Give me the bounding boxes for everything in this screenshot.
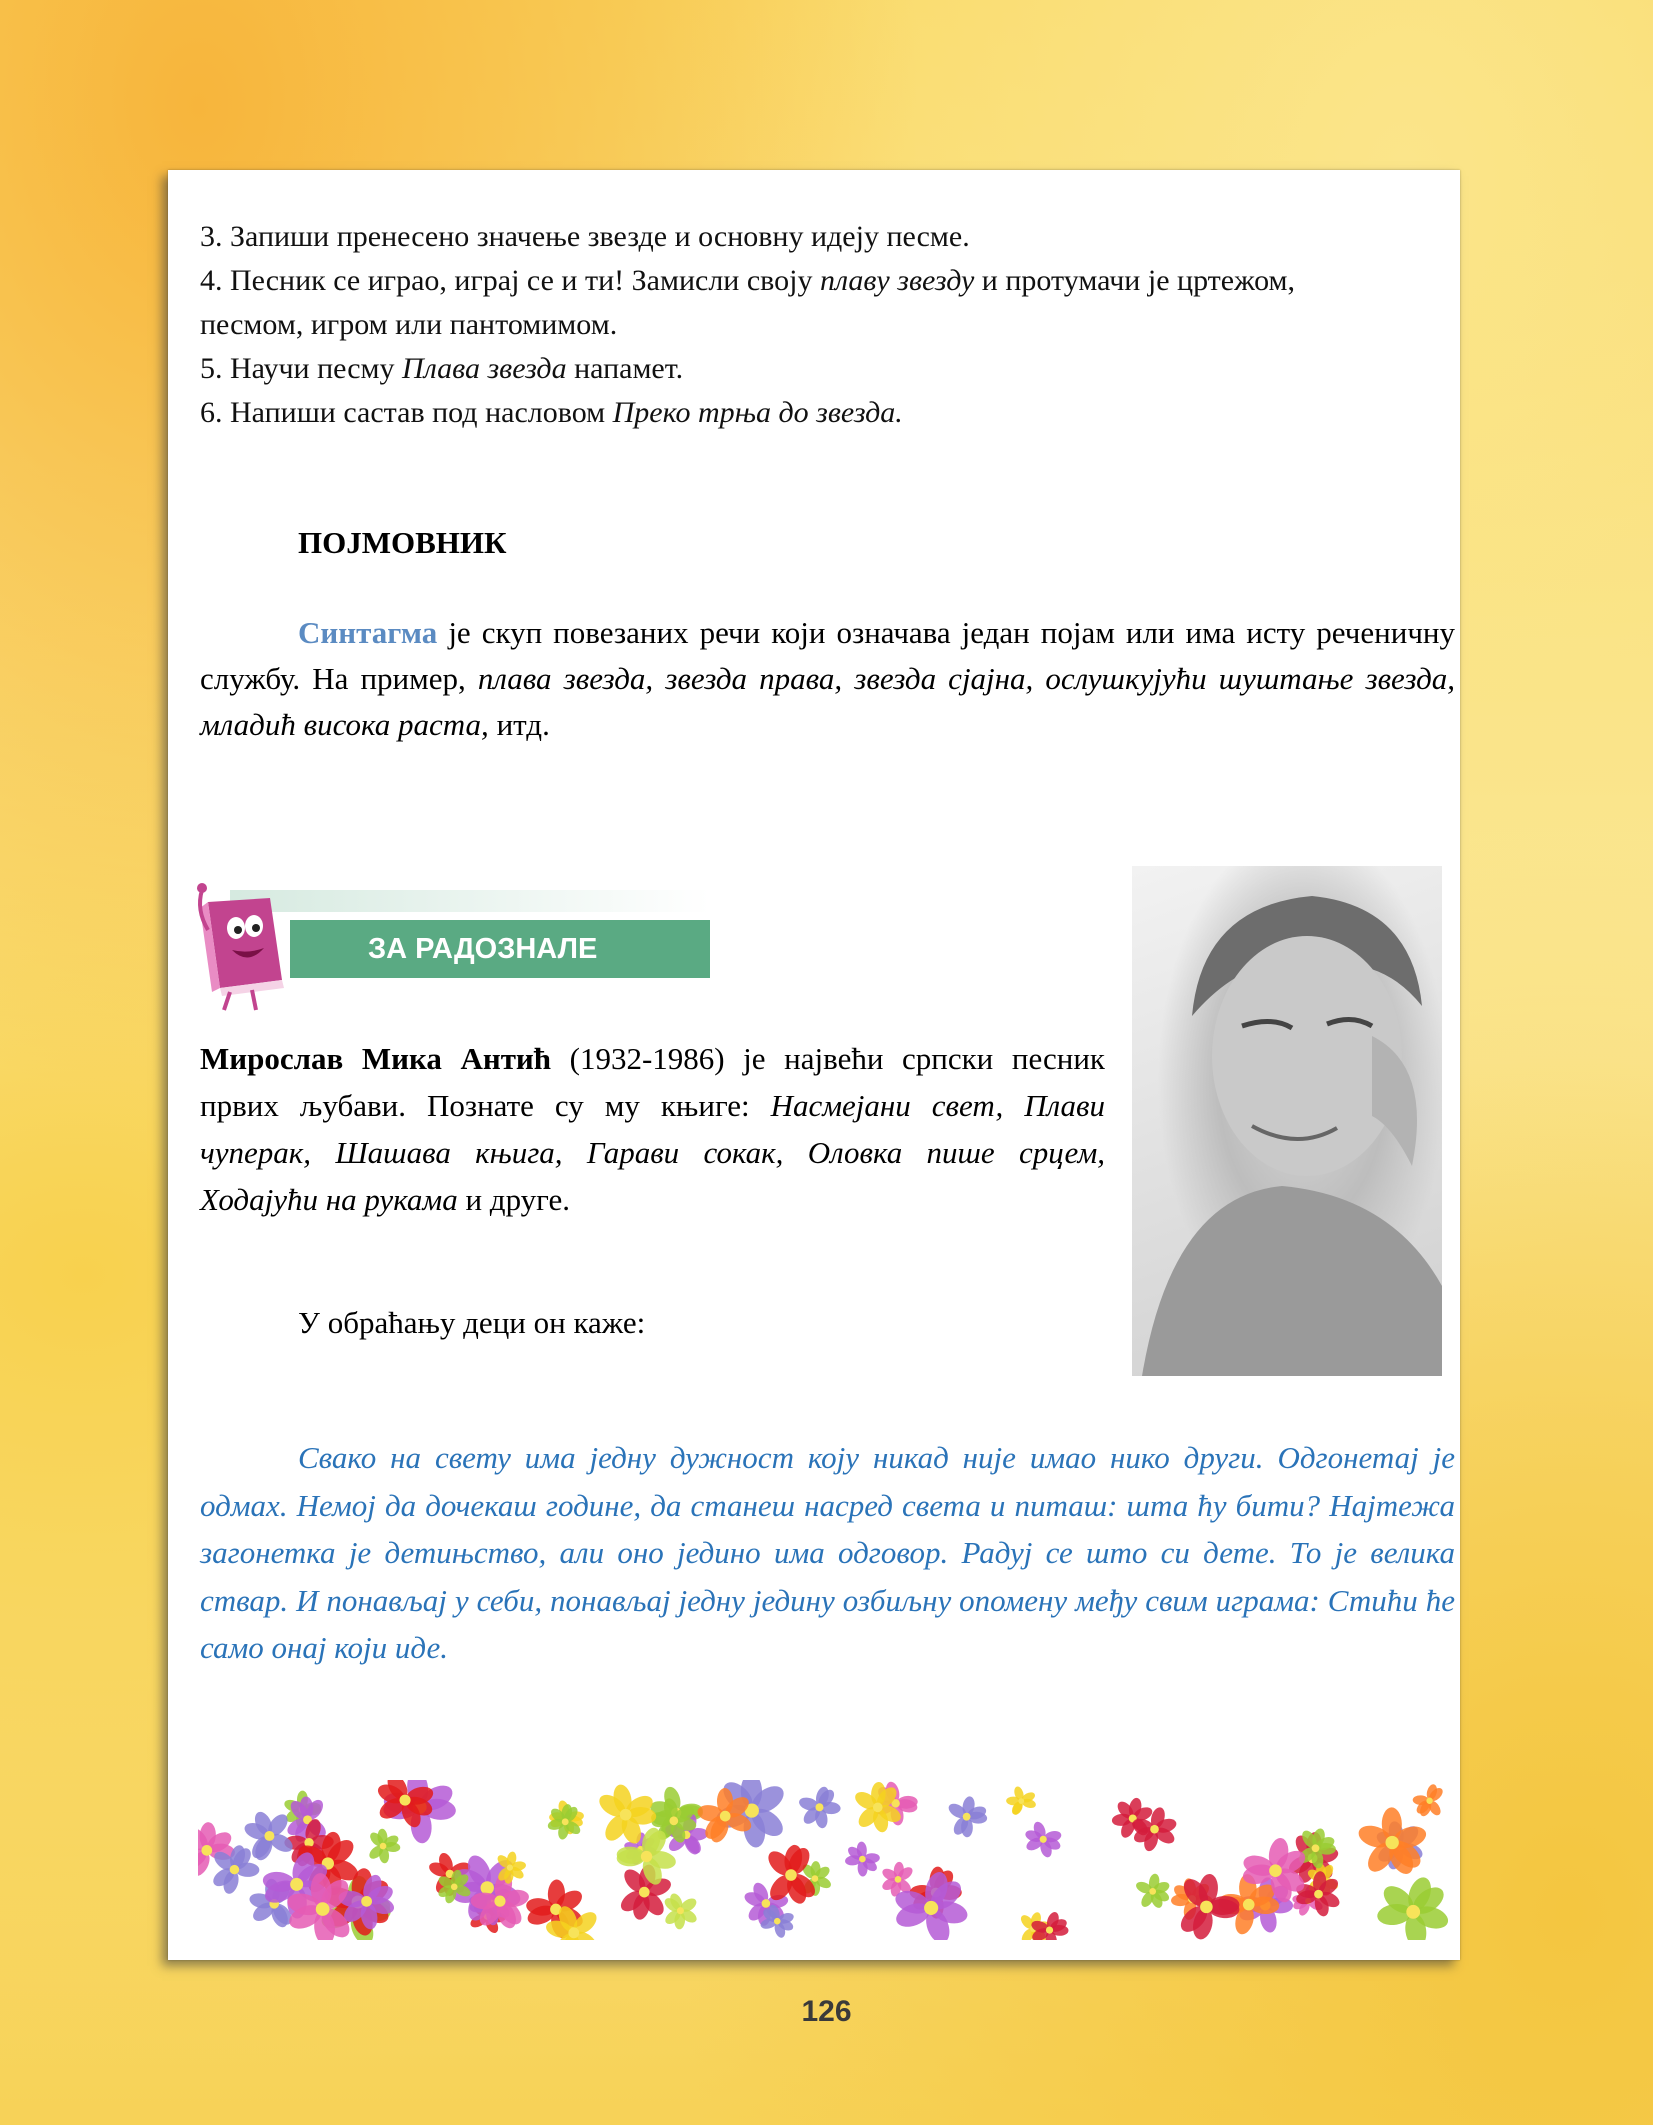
- author-photo: [1132, 866, 1442, 1376]
- flower-decoration: [1376, 1874, 1451, 1940]
- author-bio: Мирослав Мика Антић (1932-1986) је највећи српски песник првих љубави. Познате су му књиге: Насмејани свет, Плави чуперак, Шашава књига, Гарави сокак, Оловка пише срцем, Ходајући на рукама и друге.: [200, 1041, 1105, 1217]
- flower-decoration: [367, 1828, 401, 1863]
- glossary-term: Синтагма: [298, 615, 438, 650]
- flower-decoration: [1134, 1873, 1171, 1910]
- curious-badge: ЗА РАДОЗНАЛЕ: [290, 920, 710, 978]
- flower-decoration: [1412, 1783, 1445, 1818]
- flower-border: [198, 1780, 1456, 1940]
- task-list: [200, 215, 1455, 435]
- task-3: 3. Запиши пренесено значење звезде и основну идеју песме.: [200, 220, 970, 253]
- flower-decoration: [662, 1892, 699, 1930]
- badge-decoration: [230, 890, 710, 912]
- task-4: 4. Песник се играо, играј се и ти! Замисли своју плаву звезду и протумачи је цртежом, песмом, игром или пантомимом.: [200, 264, 1295, 341]
- flower-decoration: [797, 1785, 841, 1829]
- glossary-definition: Синтагма је скуп повезаних речи који означава један појам или има исту реченичну службу. На пример, плава звезда, звезда права, звезда сјајна, ослушкујући шуштање звезда, младић висока раста, итд.: [200, 615, 1455, 742]
- flower-decoration: [946, 1795, 988, 1837]
- author-name: Мирослав Мика Антић: [200, 1041, 552, 1076]
- glossary-heading: ПОЈМОВНИК: [298, 525, 507, 560]
- flower-decoration: [1024, 1820, 1063, 1859]
- flower-decoration: [1006, 1785, 1037, 1816]
- flower-decoration: [844, 1841, 880, 1876]
- task-5: 5. Научи песму Плава звезда напамет.: [200, 352, 684, 385]
- task-6: 6. Напиши састав под насловом Преко трња до звезда.: [200, 396, 903, 429]
- author-quote: Свако на свету има једну дужност коју никад није имао нико други. Одгонетај је одмах. Немој да дочекаш године, да станеш насред света и питаш: шта ћу бити? Најтежа загонетка је детињство, али оно једино има одговор. Радуј се што си дете. То је велика ствар. И понављај у себи, понављај једну једину озбиљну опомену међу свим играма: Стићи ће само онај који иде.: [200, 1440, 1455, 1665]
- page-number: 126: [801, 1995, 852, 2028]
- book-mascot-icon: [190, 880, 300, 1015]
- quote-intro: У обраћању деци он каже:: [298, 1305, 646, 1340]
